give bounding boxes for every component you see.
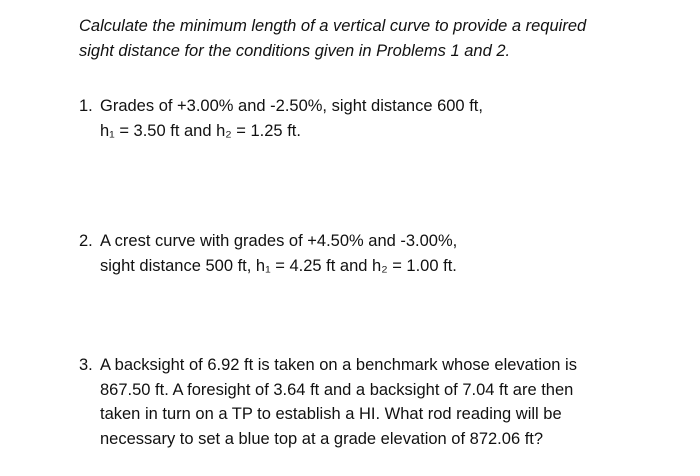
problem-text — [100, 94, 679, 143]
instructions-text — [79, 14, 679, 64]
instructions-line: Calculate the minimum length of a vertical curve to provide a required — [79, 17, 587, 35]
problem-line: necessary to set a blue top at a grade elevation of 872.06 ft? — [100, 429, 544, 448]
instructions-line: sight distance for the conditions given in Problems 1 and 2. — [79, 42, 511, 60]
problem-item-3 — [79, 353, 679, 451]
problem-line: A backsight of 6.92 ft is taken on a benchmark whose elevation is — [100, 356, 577, 374]
problem-text — [100, 229, 679, 278]
problem-line: h₁ = 3.50 ft and h₂ = 1.25 ft. — [100, 121, 301, 140]
problem-text — [100, 353, 679, 451]
problem-line: sight distance 500 ft, h₁ = 4.25 ft and h₂ = 1.00 ft. — [100, 256, 457, 275]
problem-item-2 — [79, 229, 679, 278]
problem-number: 2. — [79, 232, 93, 250]
problem-number: 1. — [79, 97, 93, 115]
problem-item-1 — [79, 94, 679, 143]
problem-line: 867.50 ft. A foresight of 3.64 ft and a backsight of 7.04 ft are then — [100, 380, 574, 399]
problem-line: Grades of +3.00% and -2.50%, sight distance 600 ft, — [100, 97, 483, 115]
problem-line: taken in turn on a TP to establish a HI. What rod reading will be — [100, 405, 562, 423]
problem-line: A crest curve with grades of +4.50% and -3.00%, — [100, 232, 458, 250]
problem-number: 3. — [79, 356, 93, 374]
